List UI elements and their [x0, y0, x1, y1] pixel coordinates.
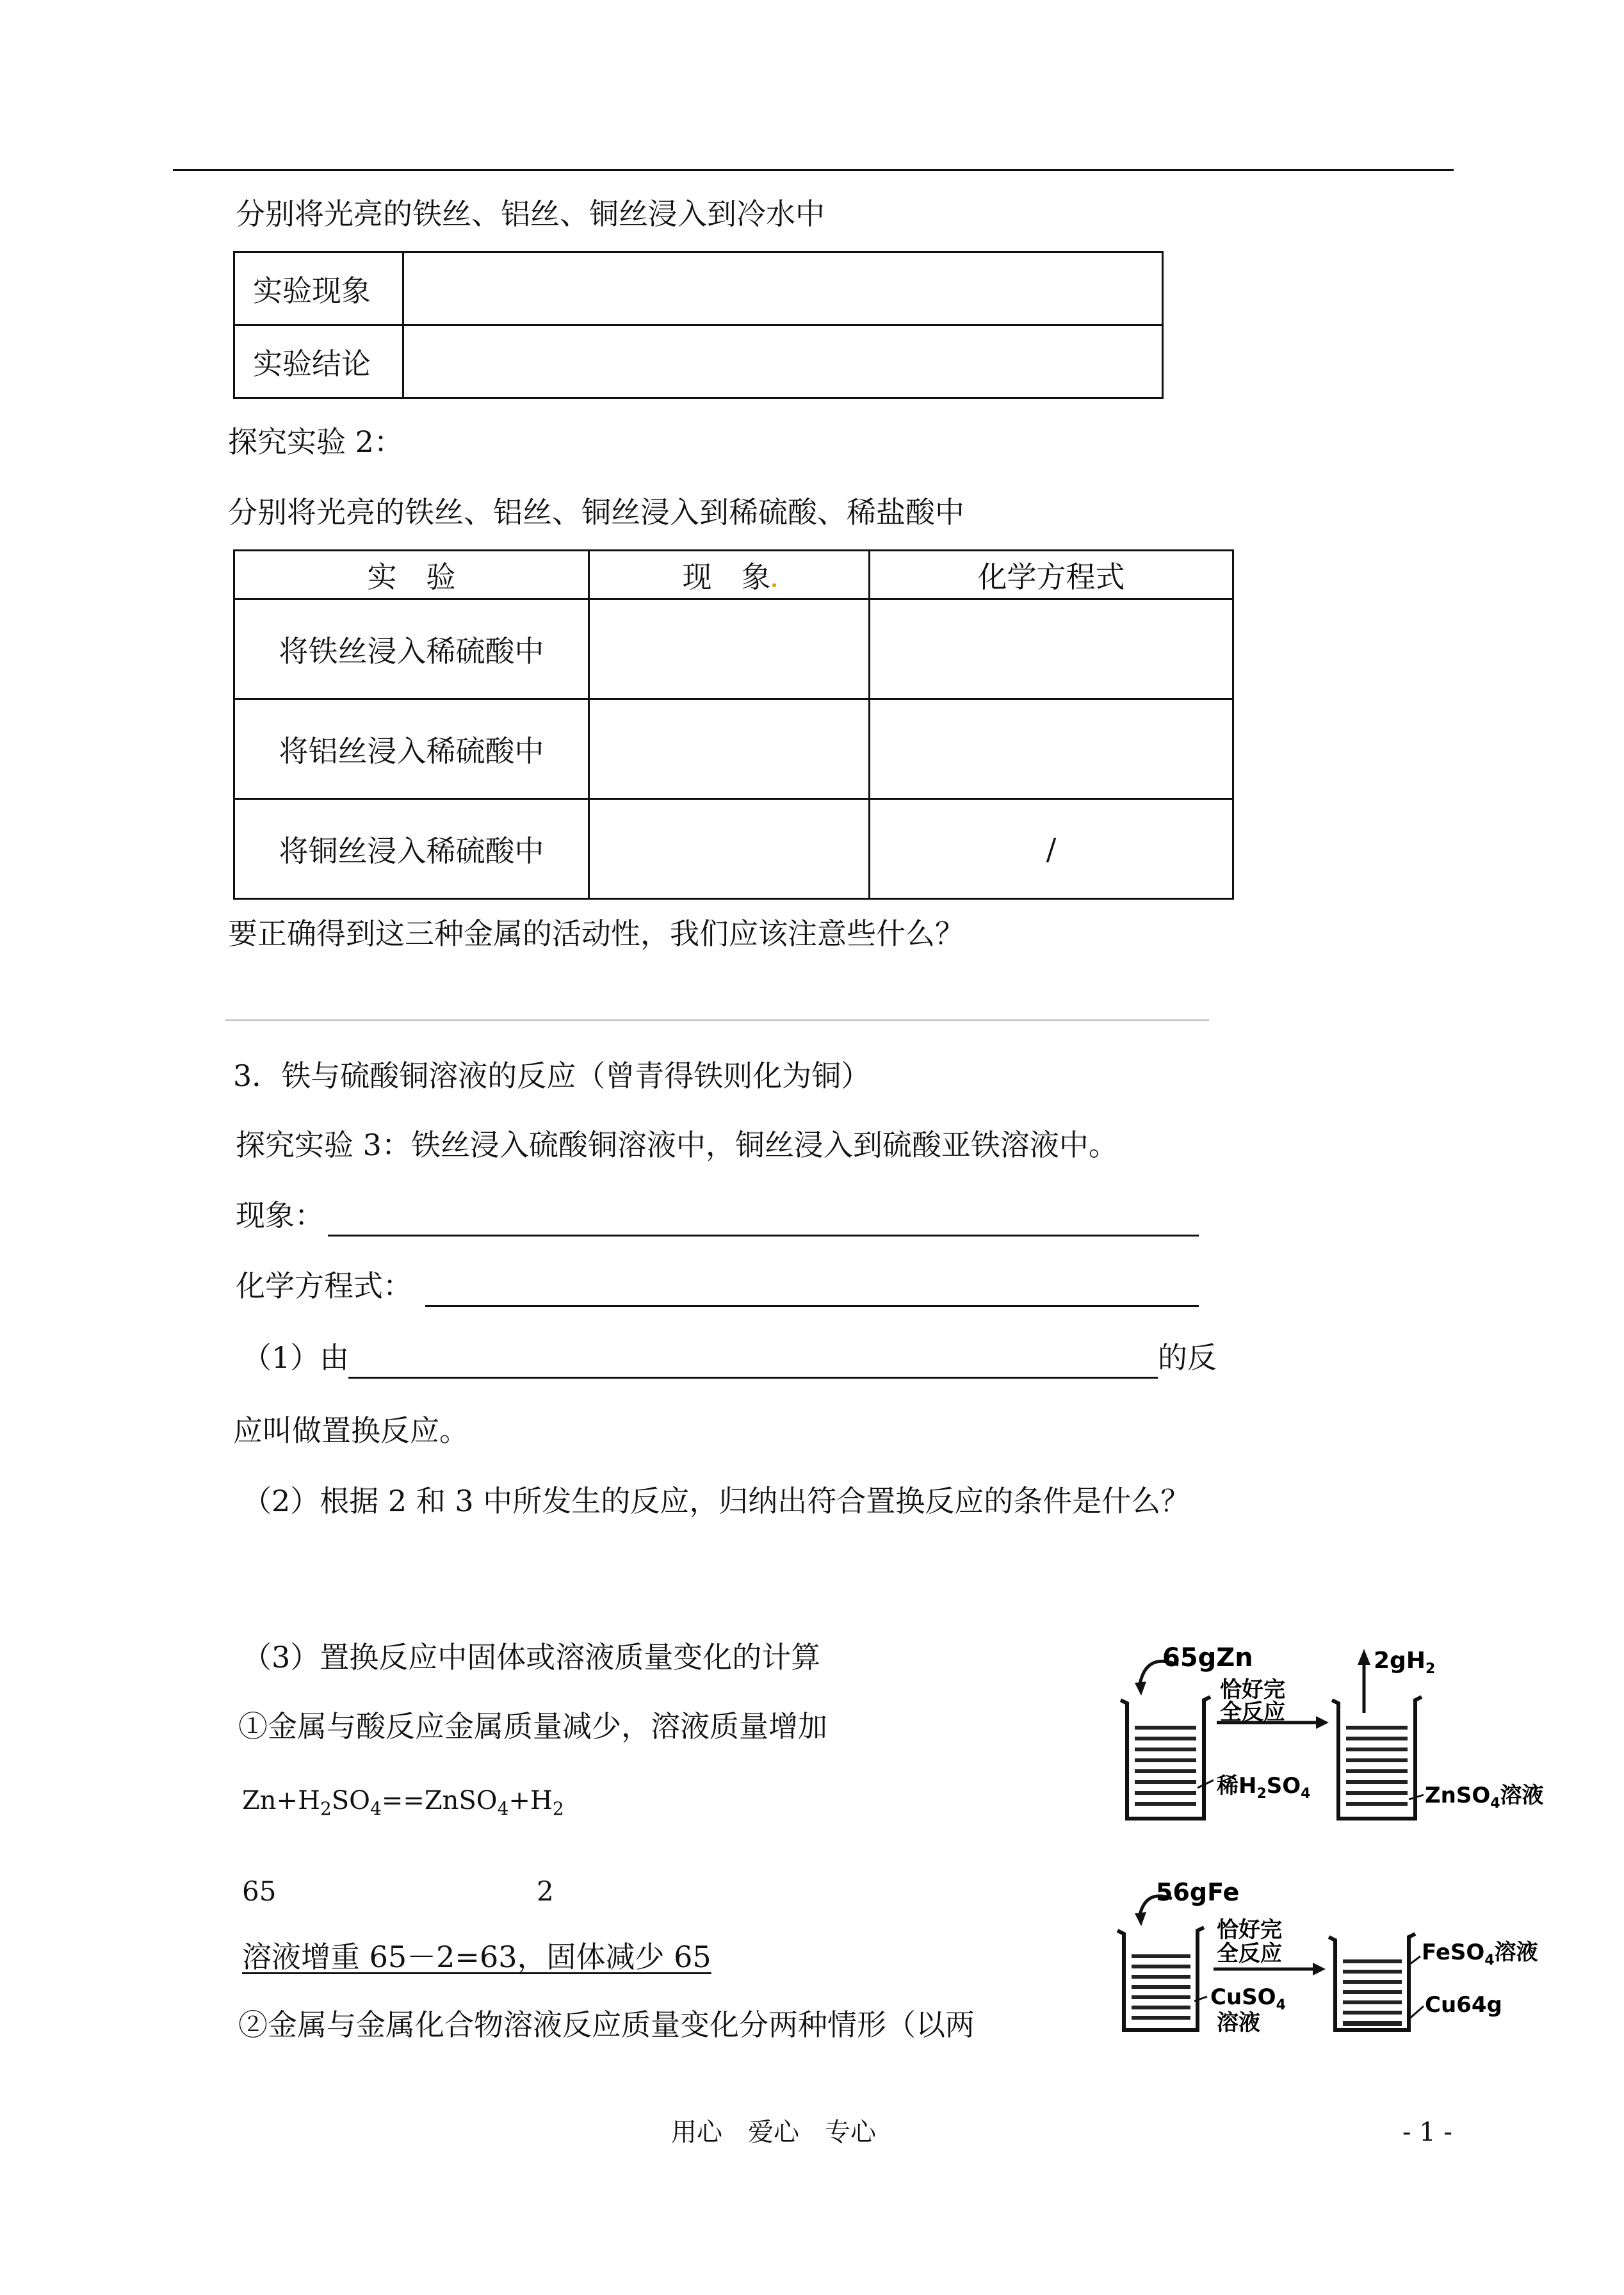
arrow-label-top: 恰好完 — [1220, 1677, 1285, 1703]
mass-right: 2 — [537, 1876, 554, 1907]
section1-intro: 分别将光亮的铁丝、铝丝、铜丝浸入到冷水中 — [236, 197, 825, 231]
section2-intro: 分别将光亮的铁丝、铝丝、铜丝浸入到稀硫酸、稀盐酸中 — [228, 495, 964, 530]
acid-label: 稀$H_2SO_4$ — [1217, 1773, 1311, 1802]
header-cell: 现 象 — [589, 551, 870, 599]
beaker-right — [1332, 1697, 1422, 1819]
mark-dot — [772, 583, 776, 587]
mass-left: 65 — [242, 1876, 277, 1907]
cell-answer — [403, 252, 1163, 325]
copper-mass-label: Cu64g — [1425, 1992, 1502, 2018]
header-rule — [173, 169, 1454, 171]
solution-label: 溶液 — [1217, 2010, 1260, 2036]
arrow-label-bottom: 全反应 — [1220, 1699, 1285, 1725]
zn-equation: $Zn+H_2SO_4==ZnSO_4+H_2$ — [242, 1786, 564, 1819]
table-dilute-acid — [233, 549, 1234, 900]
zn-input-label: 65gZn — [1162, 1643, 1253, 1673]
cell-answer — [403, 325, 1163, 398]
header-cell: 实 验 — [234, 551, 589, 599]
q1-blank[interactable] — [348, 1377, 1158, 1379]
equation-cell: / — [870, 799, 1233, 899]
section2-heading: 探究实验 2： — [228, 425, 403, 459]
equation-label: 化学方程式： — [236, 1269, 412, 1303]
cell-label: 实验结论 — [234, 325, 403, 398]
beaker-left — [1121, 1697, 1210, 1819]
page-number: - 1 - — [1402, 2118, 1452, 2147]
cell-label: 实验现象 — [234, 252, 403, 325]
experiment-cell: 将铝丝浸入稀硫酸中 — [234, 699, 589, 799]
arrow-label-top: 恰好完 — [1217, 1917, 1282, 1943]
zinc-sulfate-label: ZnSO$_4$溶液 — [1425, 1783, 1544, 1812]
item1-text: ①金属与酸反应金属质量减少，溶液质量增加 — [238, 1709, 827, 1744]
iron-sulfate-label: FeSO$_4$溶液 — [1422, 1940, 1538, 1968]
phenomenon-blank[interactable] — [328, 1235, 1199, 1237]
diagram-fe-reaction — [1101, 1876, 1550, 2056]
copper-sulfate-label: CuSO$_4$ — [1210, 1984, 1286, 2013]
phenomenon-label: 现象： — [236, 1198, 324, 1233]
section3-title: 3．铁与硫酸铜溶液的反应（曾青得铁则化为铜） — [233, 1058, 871, 1093]
q3-text: （3）置换反应中固体或溶液质量变化的计算 — [242, 1640, 821, 1675]
experiment-cell: 将铜丝浸入稀硫酸中 — [234, 799, 589, 899]
answer-line — [225, 1019, 1209, 1021]
q1-start: （1）由 — [242, 1340, 350, 1375]
section2-question: 要正确得到这三种金属的活动性，我们应该注意些什么？ — [228, 916, 964, 951]
diagram-zn-reaction — [1101, 1639, 1550, 1825]
equation-cell — [870, 699, 1233, 799]
header-cell: 化学方程式 — [870, 551, 1233, 599]
q1-end: 的反 — [1158, 1340, 1217, 1375]
experiment-cell: 将铁丝浸入稀硫酸中 — [234, 599, 589, 699]
section3-experiment: 探究实验 3：铁丝浸入硫酸铜溶液中，铜丝浸入到硫酸亚铁溶液中。 — [236, 1128, 1118, 1162]
arrow-label-bottom: 全反应 — [1217, 1941, 1282, 1967]
phenomenon-cell — [589, 599, 870, 699]
q2-text: （2）根据 2 和 3 中所发生的反应，归纳出符合置换反应的条件是什么？ — [242, 1484, 1190, 1518]
footer-center: 用心 爱心 专心 — [671, 2118, 876, 2147]
phenomenon-cell — [589, 699, 870, 799]
equation-blank[interactable] — [425, 1305, 1199, 1307]
q1-continuation: 应叫做置换反应。 — [233, 1413, 469, 1448]
equation-cell — [870, 599, 1233, 699]
gas-label: $2gH_2$ — [1374, 1648, 1436, 1677]
phenomenon-cell — [589, 799, 870, 899]
fe-input-label: 56gFe — [1156, 1878, 1240, 1906]
table-cold-water — [233, 251, 1164, 399]
item2-text: ②金属与金属化合物溶液反应质量变化分两种情形（以两 — [238, 2007, 975, 2042]
summary-text: 溶液增重 65－2=63，固体减少 65 — [242, 1940, 711, 1974]
